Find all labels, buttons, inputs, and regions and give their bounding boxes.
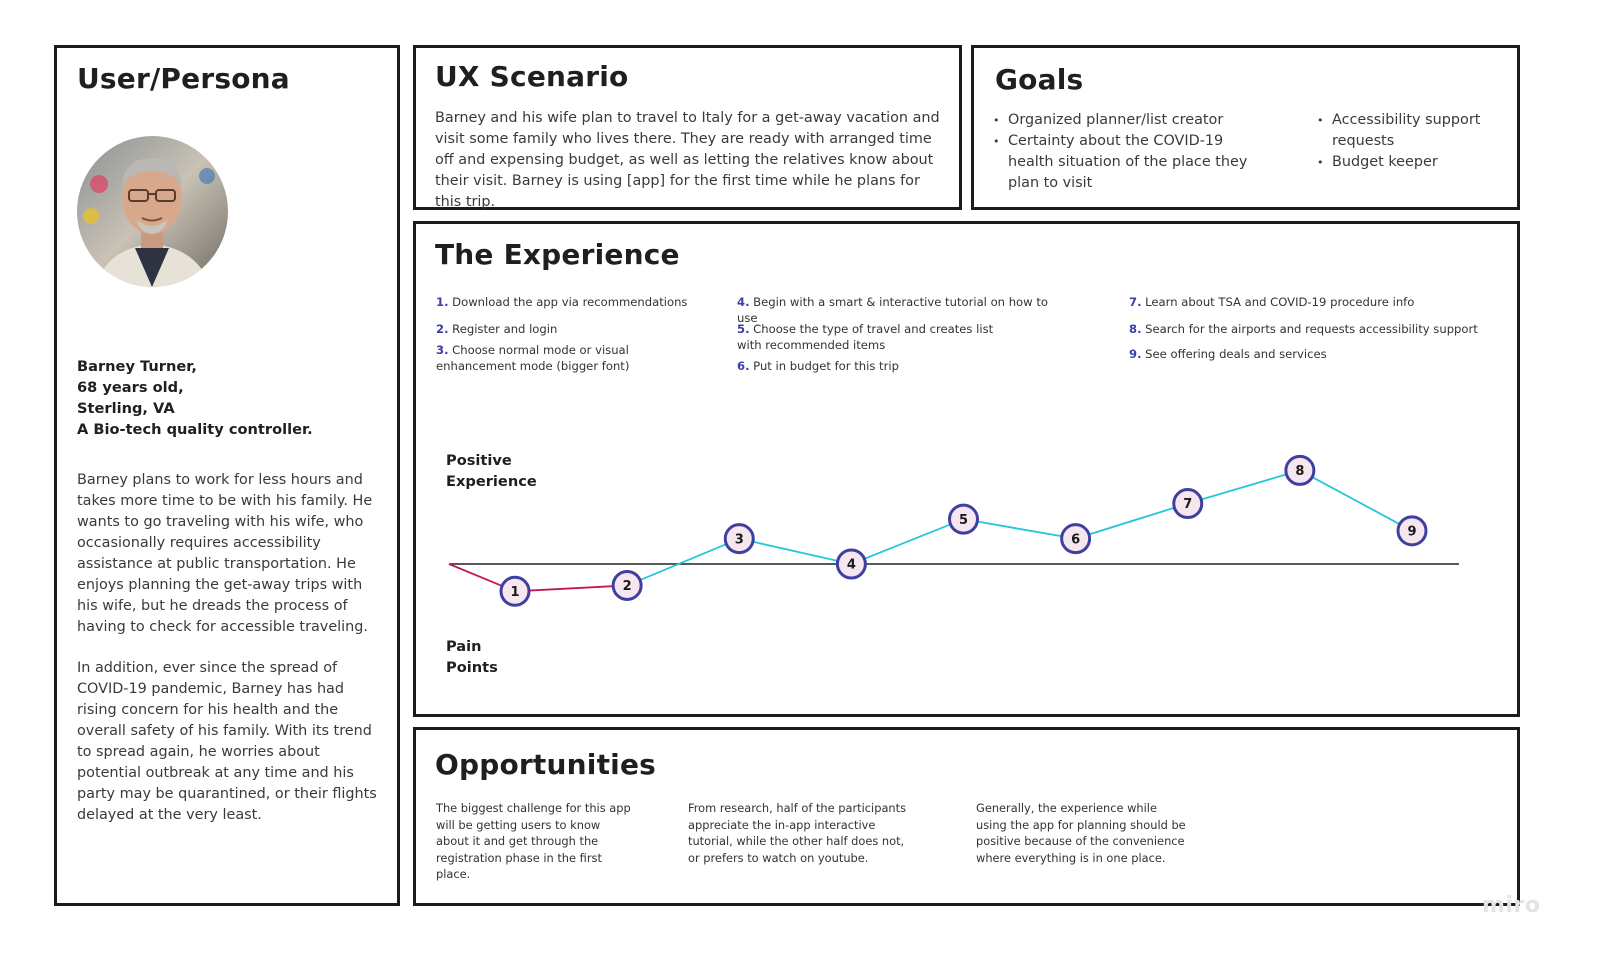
persona-card	[54, 45, 400, 906]
persona-age: 68 years old,	[77, 379, 184, 396]
opportunity-text-1: The biggest challenge for this app will be getting users to know about it and get through the registration phase in the first place.	[436, 801, 631, 881]
step-text: Begin with a smart & interactive tutorial on how to use	[737, 295, 1048, 325]
chart-point-label: 7	[1183, 497, 1193, 513]
step-text: Choose normal mode or visual enhancement mode (bigger font)	[436, 343, 630, 373]
chart-point-label: 6	[1071, 532, 1081, 548]
scenario-card	[413, 45, 962, 210]
goal-item: • Accessibility support requests	[1317, 110, 1497, 152]
chart-point-label: 9	[1407, 524, 1417, 540]
pain-label-line-1: Pain	[446, 638, 482, 655]
step-number: 7.	[1129, 295, 1142, 309]
positive-label-line-2: Experience	[446, 473, 537, 490]
step-text: Download the app via recommendations	[452, 295, 688, 309]
persona-bio-paragraph-2: In addition, ever since the spread of COVID-19 pandemic, Barney has had rising concern for his health and the overall safety of his family. With its trend to spread again, he worries about potential outbreak at any time and his party may be quarantined, or their flights delayed at the very least.	[77, 660, 377, 823]
step-number: 4.	[737, 295, 750, 309]
chart-segment	[964, 519, 1076, 539]
chart-segment	[627, 539, 739, 586]
goals-card	[971, 45, 1520, 210]
persona-name: Barney Turner,	[77, 358, 197, 375]
pain-label-line-2: Points	[446, 659, 498, 676]
goals-title: Goals	[995, 63, 1084, 96]
goals-list-right	[1317, 110, 1497, 173]
step-text: Register and login	[452, 322, 558, 336]
persona-profile	[77, 356, 313, 440]
step-number: 6.	[737, 359, 750, 373]
goal-item: • Budget keeper	[1317, 152, 1497, 173]
step-text: Put in budget for this trip	[753, 359, 899, 373]
step-text: See offering deals and services	[1145, 347, 1327, 361]
chart-point-label: 3	[734, 532, 744, 548]
avatar	[77, 136, 228, 287]
scenario-title: UX Scenario	[435, 60, 629, 93]
goal-item: • Organized planner/list creator	[993, 110, 1273, 131]
scenario-text: Barney and his wife plan to travel to Italy for a get-away vacation and visit some family who lives there. They are ready with arranged time off and expensing budget, as well as letting the relatives know about their visit. Barney is using [app] for the first time while he plans for this trip.	[435, 110, 940, 210]
opportunity-text-2: From research, half of the participants appreciate the in-app interactive tutorial, while the other half does not, or prefers to watch on youtube.	[688, 801, 907, 865]
step-number: 8.	[1129, 322, 1142, 336]
step-text: Learn about TSA and COVID-19 procedure info	[1145, 295, 1415, 309]
chart-point-label: 2	[622, 579, 632, 595]
persona-role: A Bio-tech quality controller.	[77, 421, 313, 438]
experience-journey-chart	[416, 224, 1516, 714]
persona-bio-paragraph-1: Barney plans to work for less hours and takes more time to be with his family. He wants to go traveling with his wife, who occasionally requires accessibility assistance at public transportation. He enjoys planning the get-away trips with his wife, but he dreads the process of having to check for accessible traveling.	[77, 472, 373, 635]
experience-card	[413, 221, 1520, 717]
experience-title: The Experience	[435, 238, 680, 271]
chart-segment	[1188, 470, 1300, 503]
chart-segment	[1076, 504, 1188, 539]
chart-point-label: 4	[846, 557, 856, 573]
positive-label-line-1: Positive	[446, 452, 512, 469]
opportunities-title: Opportunities	[435, 748, 657, 781]
chart-point-label: 1	[510, 584, 520, 600]
miro-watermark: miro	[1482, 893, 1541, 918]
step-text: Choose the type of travel and creates list with recommended items	[737, 322, 994, 352]
persona-photo	[77, 136, 228, 287]
chart-point-label: 8	[1295, 464, 1305, 479]
chart-segment	[739, 539, 851, 564]
opportunity-text-3: Generally, the experience while using the app for planning should be positive because of the convenience where everything is in one place.	[976, 801, 1186, 865]
step-number: 9.	[1129, 347, 1142, 361]
opportunities-card	[413, 727, 1520, 906]
chart-segment	[851, 519, 963, 564]
chart-segment	[1300, 470, 1412, 530]
step-text: Search for the airports and requests accessibility support	[1145, 322, 1478, 336]
persona-title: User/Persona	[77, 62, 290, 95]
step-number: 1.	[436, 295, 449, 309]
persona-location: Sterling, VA	[77, 400, 175, 417]
goals-list-left	[993, 110, 1273, 194]
persona-bio	[77, 470, 377, 846]
chart-segment	[515, 585, 627, 591]
step-number: 2.	[436, 322, 449, 336]
step-number: 3.	[436, 343, 449, 357]
step-number: 5.	[737, 322, 750, 336]
goal-item: • Certainty about the COVID-19 health situation of the place they plan to visit	[993, 131, 1273, 194]
chart-point-label: 5	[958, 512, 969, 528]
